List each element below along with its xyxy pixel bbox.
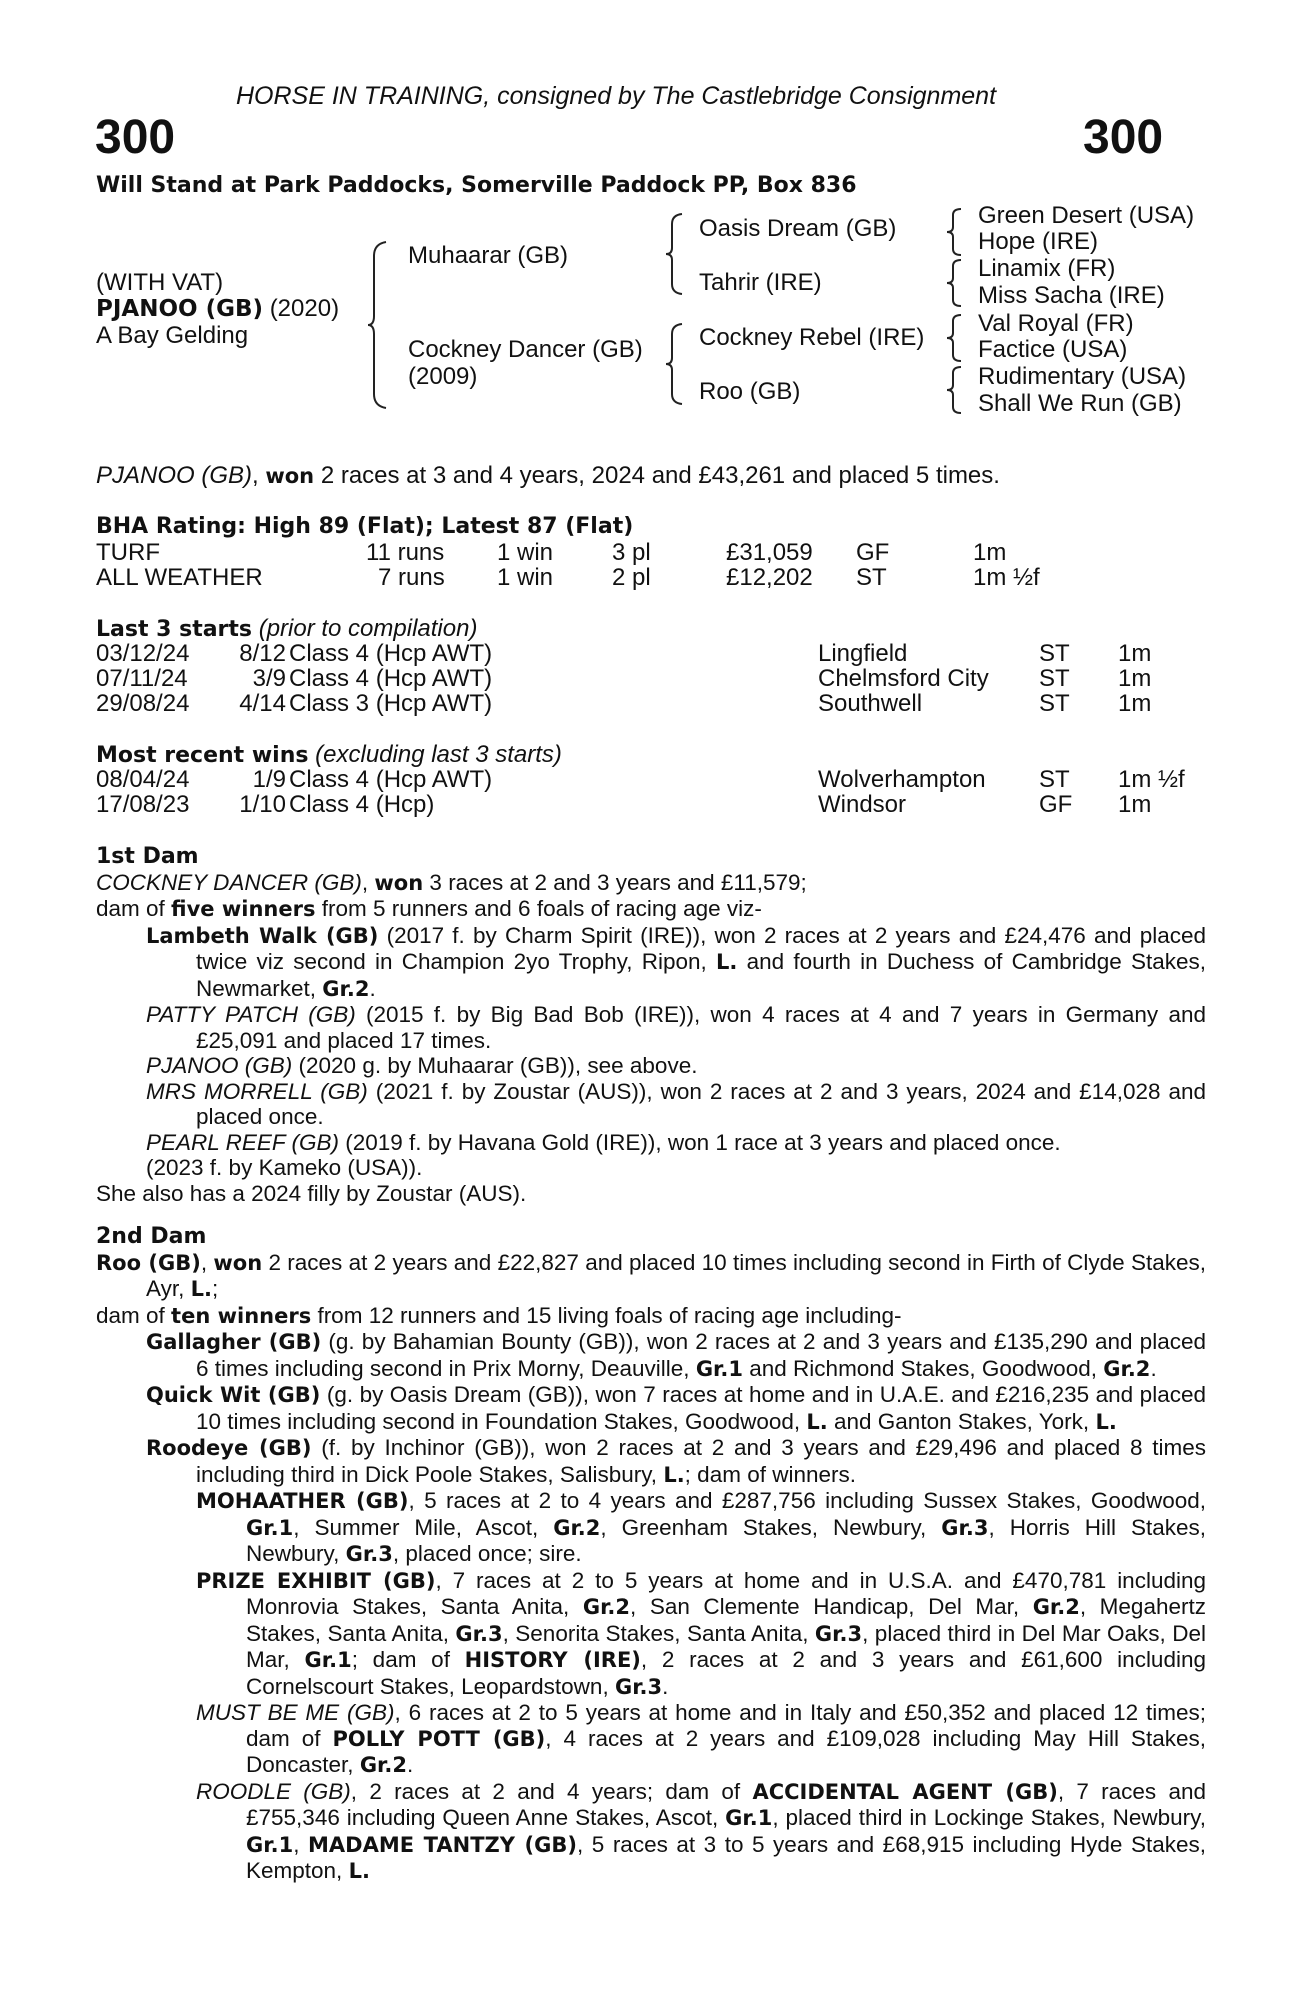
summary-text: 2 races at 3 and 4 years, 2024 and £43,261 and placed 5 times.: [320, 462, 1000, 489]
rating-dist: 1m ½f: [973, 564, 1040, 591]
dam-dam: Roo (GB): [699, 378, 801, 405]
gen3-ddd: Shall We Run (GB): [978, 390, 1182, 417]
last3-heading-line: [96, 616, 477, 643]
produce-name: PATTY PATCH (GB): [146, 1002, 356, 1027]
rating-runs: 7 runs: [378, 564, 445, 591]
produce-entry: MRS MORRELL (GB) (2021 f. by Zoustar (AUS)), won 2 races at 2 and 3 years, 2024 and £14,028 and placed once.: [146, 1078, 1206, 1129]
produce-entry: Gallagher (GB) (g. by Bahamian Bounty (GB)), won 2 races at 2 and 3 years and £135,290 and placed 6 times including second in Prix Morny, Deauville, Gr.1 and Richmond Stakes, Goodwood, Gr.2.: [146, 1329, 1206, 1381]
dam-year: (2009): [408, 363, 478, 390]
first-dam-heading: 1st Dam: [96, 844, 199, 869]
produce-entry: Quick Wit (GB) (g. by Oasis Dream (GB)), won 7 races at home and in U.A.E. and £216,235 and placed 10 times including second in Foundation Stakes, Goodwood, L. and Ganton Stakes, York, L.: [146, 1382, 1206, 1434]
produce-entry: PJANOO (GB) (2020 g. by Muhaarar (GB)), see above.: [146, 1053, 698, 1078]
rating-wins: 1 win: [497, 564, 554, 591]
rating-placed: 3 pl: [612, 539, 651, 566]
lot-number-left: 300: [95, 111, 176, 164]
lot-number-right: 300: [1083, 111, 1164, 164]
gen3-sss: Green Desert (USA): [978, 202, 1195, 229]
brace-3b: [947, 258, 967, 308]
produce-name: Lambeth Walk (GB): [146, 923, 379, 948]
win-dist: 1m ½f: [1118, 766, 1185, 793]
start-date: 03/12/24: [96, 640, 190, 667]
produce-name: Gallagher (GB): [146, 1330, 322, 1354]
start-date: 07/11/24: [96, 665, 188, 692]
gen3-ssd: Hope (IRE): [978, 228, 1099, 255]
dam-name: Roo (GB): [96, 1250, 201, 1275]
win-dist: 1m: [1118, 791, 1152, 818]
start-dist: 1m: [1118, 665, 1152, 692]
race-summary: PJANOO (GB), won 2 races at 3 and 4 years, 2024 and £43,261 and placed 5 times.: [96, 462, 1000, 489]
dam-sire: Cockney Rebel (IRE): [699, 324, 925, 351]
start-course: Chelmsford City: [818, 665, 989, 692]
win-course: Wolverhampton: [818, 766, 986, 793]
pedigree-brace-main: [368, 240, 398, 410]
second-dam-produce-line: dam of ten winners from 12 runners and 15 living foals of racing age including-: [96, 1302, 902, 1328]
grand-produce-entry: ROODLE (GB), 2 races at 2 and 4 years; dam of ACCIDENTAL AGENT (GB), 7 races and £755,346 including Queen Anne Stakes, Ascot, Gr.1, placed third in Lockinge Stakes, Newbury, Gr.1, MADAME TANTZY (GB), 5 races at 3 to 5 years and £68,915 including Hyde Stakes, Kempton, L.: [196, 1778, 1206, 1883]
win-position: 1/9: [252, 766, 286, 793]
sire-sire: Oasis Dream (GB): [699, 215, 897, 242]
gen3-sdd: Miss Sacha (IRE): [978, 282, 1165, 309]
recent-note: (excluding last 3 starts): [315, 741, 562, 768]
second-dam-section: [96, 1224, 1206, 1885]
grand-produce-entry: MUST BE ME (GB), 6 races at 2 to 5 years at home and in Italy and £50,352 and placed 12 times; dam of POLLY POTT (GB), 4 races at 2 years and £109,028 including May Hill Stakes, Doncaster, Gr.2.: [196, 1700, 1206, 1777]
rating-surface: TURF: [96, 539, 160, 566]
start-dist: 1m: [1118, 640, 1152, 667]
horse-name-line: [96, 296, 339, 322]
produce-name: PJANOO (GB): [146, 1053, 293, 1078]
start-going: ST: [1039, 640, 1070, 667]
first-dam-section: [96, 844, 1206, 1206]
vat-note: (WITH VAT): [96, 269, 224, 296]
win-course: Windsor: [818, 791, 907, 818]
first-dam-produce-line: dam of five winners from 5 runners and 6 foals of racing age viz-: [96, 896, 762, 921]
produce-note: She also has a 2024 filly by Zoustar (AUS).: [96, 1180, 527, 1206]
win-class: Class 4 (Hcp): [289, 791, 435, 818]
produce-entry: Lambeth Walk (GB) (2017 f. by Charm Spirit (IRE)), won 2 races at 2 years and £24,476 and placed twice viz second in Champion 2yo Trophy, Ripon, L. and fourth in Duchess of Cambridge Stakes, Newmarket, Gr.2.: [146, 922, 1206, 1001]
second-dam-line: Roo (GB), won 2 races at 2 years and £22,827 and placed 10 times including second in Firth of Clyde Stakes, Ayr, L.;: [96, 1249, 1206, 1301]
gen3-dss: Val Royal (FR): [978, 310, 1134, 337]
dam: Cockney Dancer (GB): [408, 336, 643, 363]
produce-name: ROODLE (GB): [196, 1778, 351, 1804]
gen3-dsd: Factice (USA): [978, 336, 1128, 363]
first-dam-line: COCKNEY DANCER (GB), won 3 races at 2 and 3 years and £11,579;: [96, 869, 807, 895]
dam-brace: [666, 322, 688, 406]
recent-heading: Most recent wins: [96, 743, 309, 768]
produce-entry: Roodeye (GB) (f. by Inchinor (GB)), won 2 races at 2 and 3 years and £29,496 and placed 8 times including third in Dick Poole Stakes, Salisbury, L.; dam of winners.: [146, 1435, 1207, 1487]
brace-3d: [947, 365, 967, 415]
gen3-sds: Linamix (FR): [978, 255, 1116, 282]
rating-wins: 1 win: [497, 539, 554, 566]
second-dam-heading: 2nd Dam: [96, 1224, 207, 1249]
rating-placed: 2 pl: [612, 564, 651, 591]
win-date: 17/08/23: [96, 791, 190, 818]
rating-prize: £12,202: [726, 564, 813, 591]
rating-prize: £31,059: [726, 539, 813, 566]
rating-going: ST: [856, 564, 887, 591]
start-going: ST: [1039, 690, 1070, 717]
header-title: HORSE IN TRAINING, consigned by The Castlebridge Consignment: [236, 82, 997, 110]
grand-produce-entry: PRIZE EXHIBIT (GB), 7 races at 2 to 5 years at home and in U.S.A. and £470,781 including Monrovia Stakes, Santa Anita, Gr.2, San Clemente Handicap, Del Mar, Gr.2, Megahertz Stakes, Santa Anita, Gr.3, Senorita Stakes, Santa Anita, Gr.3, placed third in Del Mar Oaks, Del Mar, Gr.1; dam of HISTORY (IRE), 2 races at 2 and 3 years and £61,600 including Cornelscourt Stakes, Leopardstown, Gr.3.: [196, 1567, 1207, 1699]
start-date: 29/08/24: [96, 690, 190, 717]
last3-heading: Last 3 starts: [96, 617, 253, 642]
sire-brace: [666, 212, 688, 296]
winners-count: five winners: [171, 897, 316, 921]
start-position: 8/12: [239, 640, 286, 667]
rating-going: GF: [856, 539, 890, 566]
recent-heading-line: [96, 742, 562, 769]
produce-entry: (2023 f. by Kameko (USA)).: [146, 1155, 423, 1180]
horse-name: PJANOO (GB): [96, 296, 264, 322]
start-course: Southwell: [818, 690, 923, 717]
gen3-dds: Rudimentary (USA): [978, 363, 1187, 390]
win-class: Class 4 (Hcp AWT): [289, 766, 493, 793]
produce-entry: PEARL REEF (GB) (2019 f. by Havana Gold (IRE)), won 1 race at 3 years and placed once.: [146, 1129, 1061, 1155]
last3-note: (prior to compilation): [258, 615, 478, 642]
grand-produce-entry: MOHAATHER (GB), 5 races at 2 to 4 years and £287,756 including Sussex Stakes, Goodwood, Gr.1, Summer Mile, Ascot, Gr.2, Greenham Stakes, Newbury, Gr.3, Horris Hill Stakes, Newbury, Gr.3, placed once; sire.: [196, 1488, 1206, 1566]
rating-heading: BHA Rating: High 89 (Flat); Latest 87 (Flat): [96, 514, 634, 539]
produce-name: Quick Wit (GB): [146, 1383, 321, 1407]
produce-entry: PATTY PATCH (GB) (2015 f. by Big Bad Bob (IRE)), won 4 races at 4 and 7 years in Germany and £25,091 and placed 17 times.: [146, 1002, 1206, 1053]
sire: Muhaarar (GB): [408, 242, 569, 269]
win-going: ST: [1039, 766, 1070, 793]
dam-name: COCKNEY DANCER (GB): [96, 869, 362, 895]
sire-dam: Tahrir (IRE): [699, 269, 822, 296]
win-position: 1/10: [239, 791, 286, 818]
produce-name: MRS MORRELL (GB): [146, 1078, 368, 1104]
win-going: GF: [1039, 791, 1073, 818]
produce-name: Roodeye (GB): [146, 1436, 312, 1460]
brace-3c: [947, 313, 967, 363]
summary-won: won: [265, 464, 315, 488]
rating-runs: 11 runs: [366, 539, 445, 566]
produce-name: PEARL REEF (GB): [146, 1129, 339, 1155]
winners-count: ten winners: [171, 1303, 312, 1328]
start-class: Class 4 (Hcp AWT): [289, 640, 493, 667]
start-going: ST: [1039, 665, 1070, 692]
won-label: won: [374, 870, 424, 895]
brace-3a: [947, 207, 967, 257]
horse-description: A Bay Gelding: [96, 322, 249, 349]
win-date: 08/04/24: [96, 766, 190, 793]
rating-surface: ALL WEATHER: [96, 564, 263, 591]
start-class: Class 4 (Hcp AWT): [289, 665, 493, 692]
start-position: 3/9: [252, 665, 286, 692]
horse-year: (2020): [269, 295, 340, 322]
produce-name: MUST BE ME (GB): [196, 1700, 395, 1725]
rating-dist: 1m: [973, 539, 1007, 566]
start-course: Lingfield: [818, 640, 908, 667]
start-position: 4/14: [239, 690, 286, 717]
produce-name: MOHAATHER (GB): [196, 1489, 409, 1513]
produce-name: PRIZE EXHIBIT (GB): [196, 1568, 436, 1593]
stand-location: Will Stand at Park Paddocks, Somerville Paddock PP, Box 836: [96, 173, 857, 198]
start-class: Class 3 (Hcp AWT): [289, 690, 493, 717]
start-dist: 1m: [1118, 690, 1152, 717]
summary-name: PJANOO (GB): [96, 462, 253, 489]
